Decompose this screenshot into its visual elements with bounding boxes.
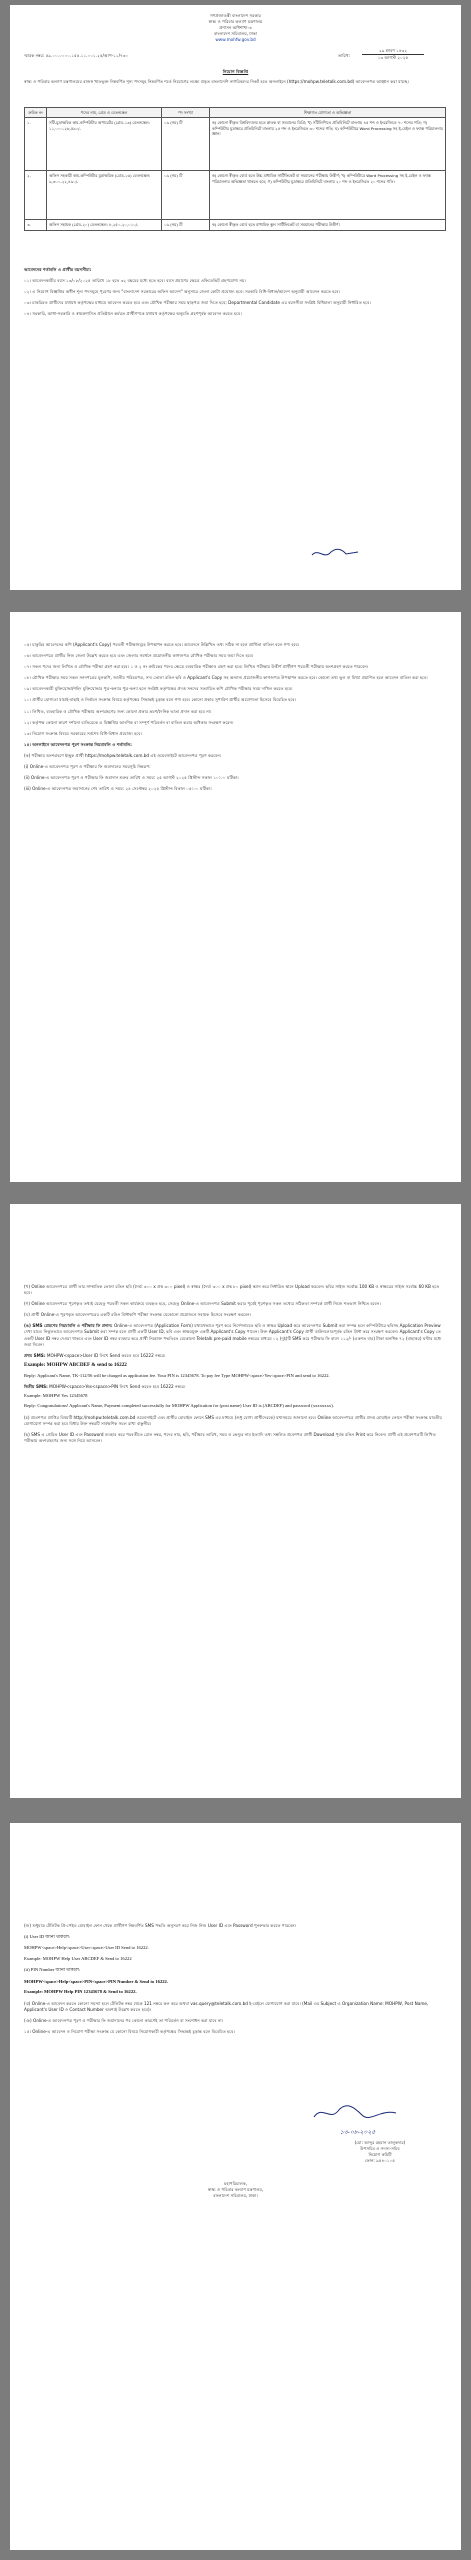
first-sms-format: MOHPW<space>User ID লিখে Send করতে হবে 16222 নম্বরে। — [46, 1352, 166, 1358]
instruction-item: (খ) Online আবেদনপত্রে প্রার্থী তার সাম্প্রতিক তোলা রঙিন ছবি (দৈর্ঘ্য ৩০০ x প্রস্থ ৩০০ pixel) ও স্বাক্ষর (দৈর্ঘ্য ৩০০ x প্রস্থ ৮০ pixel) স্ক্যান করে নির্ধারিত স্থানে Upload করবেন। ছবির সাইজ সর্বোচ্চ 100 KB ও স্বাক্ষরের সাইজ সর্বোচ্চ 60 KB হতে হবে। — [24, 1284, 440, 1296]
condition-item: ০৫। চাকুরির আবেদনের কপি (Applicant's Copy) পরবর্তী পরীক্ষাসমূহে উপস্থাপন করতে হবে। আবেদনে উল্লিখিত তথ্য সঠিক না হলে প্রার্থিতা বাতিল বলে গণ্য হবে। — [24, 642, 300, 647]
signature-date: ১৩-০৮-২০২৫ — [340, 2129, 376, 2136]
signature-initial — [310, 545, 360, 561]
instruction-item: ১৫। Online-এ আবেদন ও নিয়োগ পরীক্ষা সংক্রান্ত যে কোনো বিষয়ে নিয়োগকারী কর্তৃপক্ষের সিদ্ধান্তই চূড়ান্ত বলে বিবেচিত হবে। — [24, 2028, 235, 2034]
sms-section — [24, 1323, 446, 1347]
serial-cell: ২. — [25, 171, 47, 220]
online-item: (ii) Online-এ আবেদনপত্র পূরণ ও পরীক্ষার ফি জমাদান শুরুর তারিখ ও সময়: ২৫ আগস্ট ২০২৫ খ্রিস্টাব্দ সকাল ১০:০০ ঘটিকা। — [24, 775, 239, 781]
pin-format: MOHPW<space>Help<space>PIN<space>PIN Number & Send to 16222. — [24, 1978, 168, 1984]
condition-item: ১১। লিখিত, ব্যবহারিক ও মৌখিক পরীক্ষায় অংশগ্রহণের জন্য কোনো প্রকার ভ্রমণ/দৈনিক ভাতা প্রদান করা হবে না। — [24, 708, 212, 714]
user-id-format: MOHPW<space>Help<space>User<space>User ID Send to 16222. — [24, 1945, 149, 1951]
posts-table — [24, 107, 446, 231]
conditions-continued — [24, 642, 446, 797]
condition-item: ১৩। নিয়োগ সংক্রান্ত বিষয়ে সরকারের সর্বশেষ বিধি-বিধান প্রযোজ্য হবে। — [24, 730, 142, 736]
qualification-cell: ক) কোনো স্বীকৃত বোর্ড হতে মাধ্যমিক স্কুল সার্টিফিকেট বা সমমানের পরীক্ষায় উত্তীর্ণ। — [210, 220, 446, 230]
sms-text: Online-এ আবেদনপত্র (Application Form) যথাযথভাবে পূরণ করে নির্দেশনামতে ছবি ও স্বাক্ষর Upload করে আবেদনপত্র Submit করা সম্পন্ন হলে কম্পিউটারে ছবিসহ Application Preview দেখা যাবে। নির্ভুলভাবে আবেদনপত্র Submit করা সম্পন্ন হলে প্রার্থী একটি User ID, ছবি এবং স্বাক্ষরযুক্ত একটি Applicant's Copy পাবেন। উক্ত Applicant's Copy প্রার্থী ডাউনলোডপূর্বক রঙিন প্রিন্ট করে সংরক্ষণ করবেন। Applicant's Copy তে একটি User ID নম্বর দেওয়া থাকবে এবং User ID নম্বর ব্যবহার করে প্রার্থী নিম্নোক্ত পদ্ধতিতে যেকোনো Teletalk pre-paid mobile নম্বরের মাধ্যমে ০২ (দুই)টি SMS করে পরীক্ষার ফি বাবদ ১১২/- (একশত বার) টাকা অনধিক ৭২ (বাহাত্তর) ঘণ্টার মধ্যে জমা দিবেন। — [24, 1323, 442, 1347]
table-row — [25, 220, 446, 230]
table-header-row — [25, 108, 446, 118]
count-cell: ০৯ (নয়) টি — [162, 220, 210, 230]
post-cell: অফিস সহকারী কাম-কম্পিউটার মুদ্রাক্ষরিক (গ্রেড-১৬) বেতনস্কেল: ৯,৩০০-২২,৪৯০/- — [47, 171, 162, 220]
sms-title: (ঙ) SMS প্রেরণের নিয়মাবলি ও পরীক্ষার ফি প্রদান: — [24, 1323, 113, 1329]
condition-item: ১০। প্রার্থীর যোগ্যতা যাচাই-বাছাই ও নির্বাচন সংক্রান্ত বিষয়ে কর্তৃপক্ষের সিদ্ধান্তই চূড়ান্ত বলে গণ্য হবে। কোনো প্রকার সুপারিশ প্রার্থীর অযোগ্যতা হিসেবে বিবেচিত হবে। — [24, 697, 297, 703]
count-cell: ০৯ (নয়) টি — [162, 118, 210, 171]
count-cell: ০৯ (নয়) টি — [162, 171, 210, 220]
letterhead — [10, 13, 461, 43]
footer-line: বাংলাদেশ সচিবালয়, ঢাকা। — [213, 2193, 258, 2199]
header-line: গণপ্রজাতন্ত্রী বাংলাদেশ সরকার — [210, 13, 261, 18]
password-recovery-section — [24, 1923, 446, 2040]
instruction-item: (ছ) SMS এ প্রেরিত User ID এবং Password ব্যবহার করে পরবর্তীতে রোল নম্বর, পদের নাম, ছবি, পরীক্ষার তারিখ, সময় ও ভেন্যুর নাম ইত্যাদি তথ্য সম্বলিত প্রবেশপত্র প্রার্থী Download পূর্বক রঙিন Print করে নিবেন। প্রার্থী এই প্রবেশপত্রটি লিখিত পরীক্ষায় অংশগ্রহণের জন্য সঙ্গে নিয়ে আসবেন। — [24, 1431, 436, 1443]
conditions-section — [24, 267, 446, 322]
footer-line: মহাপরিচালক, — [224, 2181, 247, 2186]
conditions-title: আবেদনের শর্তাবলি ও প্রার্থীর বয়সসীমা: — [24, 267, 92, 272]
condition-item: ০৪। সরকারি, আধা-সরকারি ও স্বায়ত্তশাসিত প্রতিষ্ঠানে কর্মরত প্রার্থীগণকে যথাযথ কর্তৃপক্ষের অনুমতি গ্রহণপূর্বক আবেদন করতে হবে। — [24, 311, 242, 317]
instruction-item: (ঝ) Online-এ আবেদন করতে কোনো সমস্যা হলে টেলিটক নম্বর থেকে 121 নম্বরে কল করে অথবা vas.query@teletalk.com.bd ই-মেইলে যোগাযোগ করা যাবে। (Mail এর Subject এ Organization Name: MOHPW, Post Name, Applicant's User ID ও Contact Number অবশ্যই উল্লেখ করতে হবে)। — [24, 2000, 429, 2012]
instruction-item: (ঘ) প্রার্থী Online-এ পূরণকৃত আবেদনপত্রের একটি রঙিন প্রিন্টকপি পরীক্ষা সংক্রান্ত যেকোনো প্রয়োজনে সহায়ক হিসেবে সংরক্ষণ করবেন। — [24, 1312, 252, 1318]
footer-address — [10, 2181, 461, 2199]
signature-block — [310, 2103, 450, 2164]
condition-item: ০১। আবেদনকারীর বয়স ১৩/০৮/২০২৫ তারিখে ১৮ হতে ৩২ বছরের মধ্যে হতে হবে। বয়স প্রমাণের ক্ষেত্রে এফিডেভিট গ্রহণযোগ্য নয়। — [24, 278, 246, 284]
condition-item: ০২। এ নিয়োগ বিজ্ঞপ্তির অধীন শূন্য পদসমূহে পূরণের জন্য "বাংলাদেশ সরকারের অফিস আদেশ" অনুসারে জেলা কোটা প্রযোজ্য হবে। সরকারি বিধি-বিধান/আদেশ অনুযায়ী আবেদন করতে হবে। — [24, 289, 340, 295]
first-sms-label: প্রথম SMS: — [24, 1352, 46, 1358]
user-id-example: Example: MOHPW Help User ABCDEF & Send to 16222 — [24, 1956, 132, 1962]
pin-label: (ii) PIN Number জানা থাকলে: — [24, 1967, 81, 1973]
first-sms-line — [24, 1353, 446, 1359]
signer-line: উপসচিব ও সদস্য-সচিব — [360, 2146, 400, 2152]
second-sms-line — [24, 1384, 446, 1390]
condition-item: ০৬। আবেদনপত্রে প্রার্থীর নিজ জেলা উল্লেখ করতে হবে এবং জেলার সমর্থনে প্রয়োজনীয় কাগজপত্র মৌখিক পরীক্ষার সময় জমা দিতে হবে। — [24, 653, 254, 659]
condition-item: ০৯। আবেদনকারী মুক্তিযোদ্ধা/শহিদ মুক্তিযোদ্ধার পুত্র-কন্যার পুত্র-কন্যা হলে সংশ্লিষ্ট কর্তৃপক্ষের প্রদত্ত সনদের সত্যায়িত কপি মৌখিক পরীক্ষার সময় দাখিল করতে হবে। — [24, 686, 293, 692]
date-english: ১৩ আগস্ট ২০২৫ — [377, 55, 409, 61]
signature — [310, 2103, 400, 2123]
condition-item: ০৩। চাকরিরত প্রার্থীদের যথাযথ কর্তৃপক্ষের মাধ্যমে আবেদন করতে হবে এবং মৌখিক পরীক্ষার সময় ছাড়পত্র জমা দিতে হবে; Departmental Candidate এর বয়সসীমা সংশ্লিষ্ট বিধিমালা অনুযায়ী নির্ধারিত হবে। — [24, 300, 371, 306]
instruction-item: (ঞ) Online-এ আবেদনপত্র পূরণ ও পরীক্ষার ফি জমাদানের পর কোনো কারণেই তা পরিবর্তন বা সংশোধন করা যাবে না। — [24, 2017, 224, 2023]
document-page-1 — [10, 5, 461, 590]
date-label: তারিখ: — [338, 53, 351, 58]
serial-cell: ৩. — [25, 220, 47, 230]
online-item: (ক) পরীক্ষায় অংশগ্রহণে ইচ্ছুক প্রার্থী https://mohpw.teletalk.com.bd এই ওয়েবসাইটে আবেদনপত্র পূরণ করবেন। — [24, 752, 222, 758]
instruction-item: (গ) Online আবেদনপত্রে পূরণকৃত তথ্যই যেহেতু পরবর্তী সকল কার্যক্রমে ব্যবহৃত হবে, সেহেতু Online-এ আবেদনপত্র Submit করার পূর্বেই পূরণকৃত সকল তথ্যের সঠিকতা সম্পর্কে প্রার্থী নিজে শতভাগ নিশ্চিত হবেন। — [24, 1301, 381, 1307]
signer-line: ফোন: ৯৫৪০১০৫ — [364, 2158, 396, 2164]
recovery-intro: (জ) শুধুমাত্র টেলিটক প্রি-পেইড মোবাইল ফোন থেকে প্রার্থীগণ নিম্নবর্ণিত SMS পদ্ধতি অনুসরণ করে নিজ নিজ User ID এবং Password পুনরুদ্ধার করতে পারবেন। — [24, 1923, 297, 1928]
sms-example: Example: MOHPW ABCDEF & send to 16222 — [24, 1361, 127, 1368]
qualification-cell: ক) কোনো স্বীকৃত বোর্ড হতে উচ্চ মাধ্যমিক সার্টিফিকেট বা সমমানের পরীক্ষায় উত্তীর্ণ; খ) কম্পিউটারে Word Processing সহ ই-মেইল ও ফ্যাক্স পরিচালনার অভিজ্ঞতা থাকতে হবে; গ) কম্পিউটার মুদ্রাক্ষরে প্রতিমিনিটে বাংলায় ২০ শব্দ ও ইংরেজিতে ২০ শব্দের গতি। — [210, 171, 446, 220]
qualification-cell: ক) কোনো স্বীকৃত বিশ্ববিদ্যালয় হতে স্নাতক বা সমমানের ডিগ্রি; খ) সাঁটলিপিতে প্রতিমিনিটে বাংলায় ৪৫ শব্দ ও ইংরেজিতে ৭০ শব্দের গতি; গ) কম্পিউটার মুদ্রাক্ষরে প্রতিমিনিটে বাংলায় ২৫ শব্দ ও ইংরেজিতে ৩০ শব্দের গতি; ঘ) কম্পিউটারে Word Processing সহ ই-মেইল ও ফ্যাক্স পরিচালনার জ্ঞান। — [210, 118, 446, 171]
column-header: পদের নাম, গ্রেড ও বেতনস্কেল — [47, 108, 162, 118]
document-page-2 — [10, 612, 461, 1182]
table-row — [25, 171, 446, 220]
sms-reply: Reply: Applicant's Name, TK-112/56 will be charged as application fee. Your PIN is 12345678. To pay fee Type MOHPW<space>Yes<space>PIN and send to 16222. — [24, 1372, 330, 1378]
memo-number: স্মারক নম্বর: ৫৯.০০.০০০০.১৫৫.১১.০০১.২৫/আপ-১১/৭৩০ — [24, 53, 129, 58]
website-link[interactable]: www.mohfw.gov.bd — [215, 37, 256, 43]
condition-item: ০৮। মৌখিক পরীক্ষার সময় সকল সনদপত্রের মূলকপি, জাতীয় পরিচয়পত্র, সদ্য তোলা রঙিন ছবি ও Applicant's Copy সহ অন্যান্য প্রয়োজনীয় কাগজপত্র উপস্থাপন করতে হবে। কোনো তথ্য ভুল বা মিথ্যা প্রমাণিত হলে আবেদন বাতিল করা হবে। — [24, 675, 428, 681]
date-block — [362, 48, 424, 61]
footer-line: স্বাস্থ্য ও পরিবার কল্যাণ মন্ত্রণালয়, — [207, 2187, 264, 2193]
signer-line: নিয়োগ কমিটি — [368, 2152, 392, 2158]
document-page-3 — [10, 1204, 461, 1798]
post-cell: অফিস সহায়ক (গ্রেড-২০) বেতনস্কেল: ৮,২৫০-২০,০১০/- — [47, 220, 162, 230]
online-instructions — [24, 1284, 446, 1449]
online-section-title: ১৪। অনলাইনে আবেদনপত্র পূরণ সংক্রান্ত নিয়মাবলি ও শর্তাবলি: — [24, 741, 132, 747]
second-sms-format: MOHPW<space>Yes<space>PIN লিখে Send করতে হবে 16222 নম্বরে। — [49, 1384, 186, 1390]
condition-item: ১২। কর্তৃপক্ষ কোনো কারণ দর্শানো ব্যতিরেকে এ বিজ্ঞপ্তির আংশিক বা সম্পূর্ণ পরিবর্তন বা বাতিল করার অধিকার সংরক্ষণ করেন। — [24, 719, 234, 725]
condition-item: ০৭। সকল পদের জন্য লিখিত ও মৌখিক পরীক্ষা গ্রহণ করা হবে। ১ ও ২ নং ক্রমিকের পদের ক্ষেত্রে ব্যবহারিক পরীক্ষাও গ্রহণ করা হবে। লিখিত পরীক্ষায় উত্তীর্ণ প্রার্থীগণ পরবর্তী পরীক্ষায় অংশগ্রহণ করতে পারবেন। — [24, 664, 369, 670]
notice-title: নিয়োগ বিজ্ঞপ্তি — [222, 69, 249, 74]
header-line: স্বাস্থ্য ও পরিবার কল্যাণ মন্ত্রণালয় — [208, 19, 263, 25]
column-header: শিক্ষাগত যোগ্যতা ও অভিজ্ঞতা — [210, 108, 446, 118]
table-row — [25, 118, 446, 171]
date-bangla: ২৯ শ্রাবণ ১৪৩২ — [378, 48, 408, 53]
sms-reply: Reply: Congratulations! Applicant's Name, Payment completed successfully for MOHPW Application for (post name) User ID is (ABCDEF) and password (xxxxxxxx). — [24, 1403, 334, 1409]
serial-cell: ১. — [25, 118, 47, 171]
instruction-item: (চ) প্রবেশপত্র প্রাপ্তির বিষয়টি http://mohpw.teletalk.com.bd ওয়েবসাইটে এবং প্রার্থীর মোবাইল ফোনে SMS এর মাধ্যমে (শুধু যোগ্য প্রার্থীদেরকে) যথাসময়ে জানানো হবে। Online আবেদনপত্রে প্রার্থীর প্রদত্ত মোবাইল ফোনে পরীক্ষা সংক্রান্ত যাবতীয় যোগাযোগ সম্পন্ন করা হবে বিধায় উক্ত নম্বরটি সার্বক্ষণিক সচল রাখা বাঞ্ছনীয়। — [24, 1414, 442, 1426]
header-line: বাংলাদেশ সচিবালয়, ঢাকা — [213, 31, 258, 37]
intro-paragraph: স্বাস্থ্য ও পরিবার কল্যাণ মন্ত্রণালয়ের রাজস্ব খাতভুক্ত নিম্নবর্ণিত শূন্য পদসমূহ নিম্নবর্ণিত শর্তে নিয়োগের লক্ষ্যে প্রকৃত বাংলাদেশি নাগরিকদের নিকট হতে অনলাইনে (https://mohpw.teletalk.com.bd) আবেদনপত্র আহ্বান করা যাচ্ছে। — [24, 79, 409, 84]
column-header: পদ সংখ্যা — [162, 108, 210, 118]
post-cell: সাঁট-মুদ্রাক্ষরিক কাম-কম্পিউটার অপারেটর (গ্রেড-১৩) বেতনস্কেল: ১১,০০০-২৬,৫৯০/- — [47, 118, 162, 171]
pin-example: Example: MOHPW Help PIN 12345678 & Send to 16222. — [24, 1989, 137, 1995]
online-item: (i) Online-এ আবেদনপত্র পূরণ ও পরীক্ষার ফি জমাদানের সময়সূচি নিম্নরূপ: — [24, 764, 151, 770]
second-sms-label: দ্বিতীয় SMS: — [24, 1384, 48, 1390]
header-line: প্রশাসন অধিশাখা-৩ — [219, 25, 252, 31]
column-header: ক্রমিক নং — [25, 108, 47, 118]
online-item: (iii) Online-এ আবেদনপত্র জমাদানের শেষ তারিখ ও সময়: ২৪ সেপ্টেম্বর ২০২৫ খ্রিস্টাব্দ বিকাল ০৫:০০ ঘটিকা। — [24, 786, 212, 792]
sms-example: Example: MOHPW Yes 12345678 — [24, 1393, 88, 1399]
user-id-label: (i) User ID জানা থাকলে: — [24, 1934, 71, 1940]
signer-line: (মো: আব্দুর রহমান তালুকদার) — [354, 2140, 406, 2145]
document-page-4 — [10, 1823, 461, 2550]
